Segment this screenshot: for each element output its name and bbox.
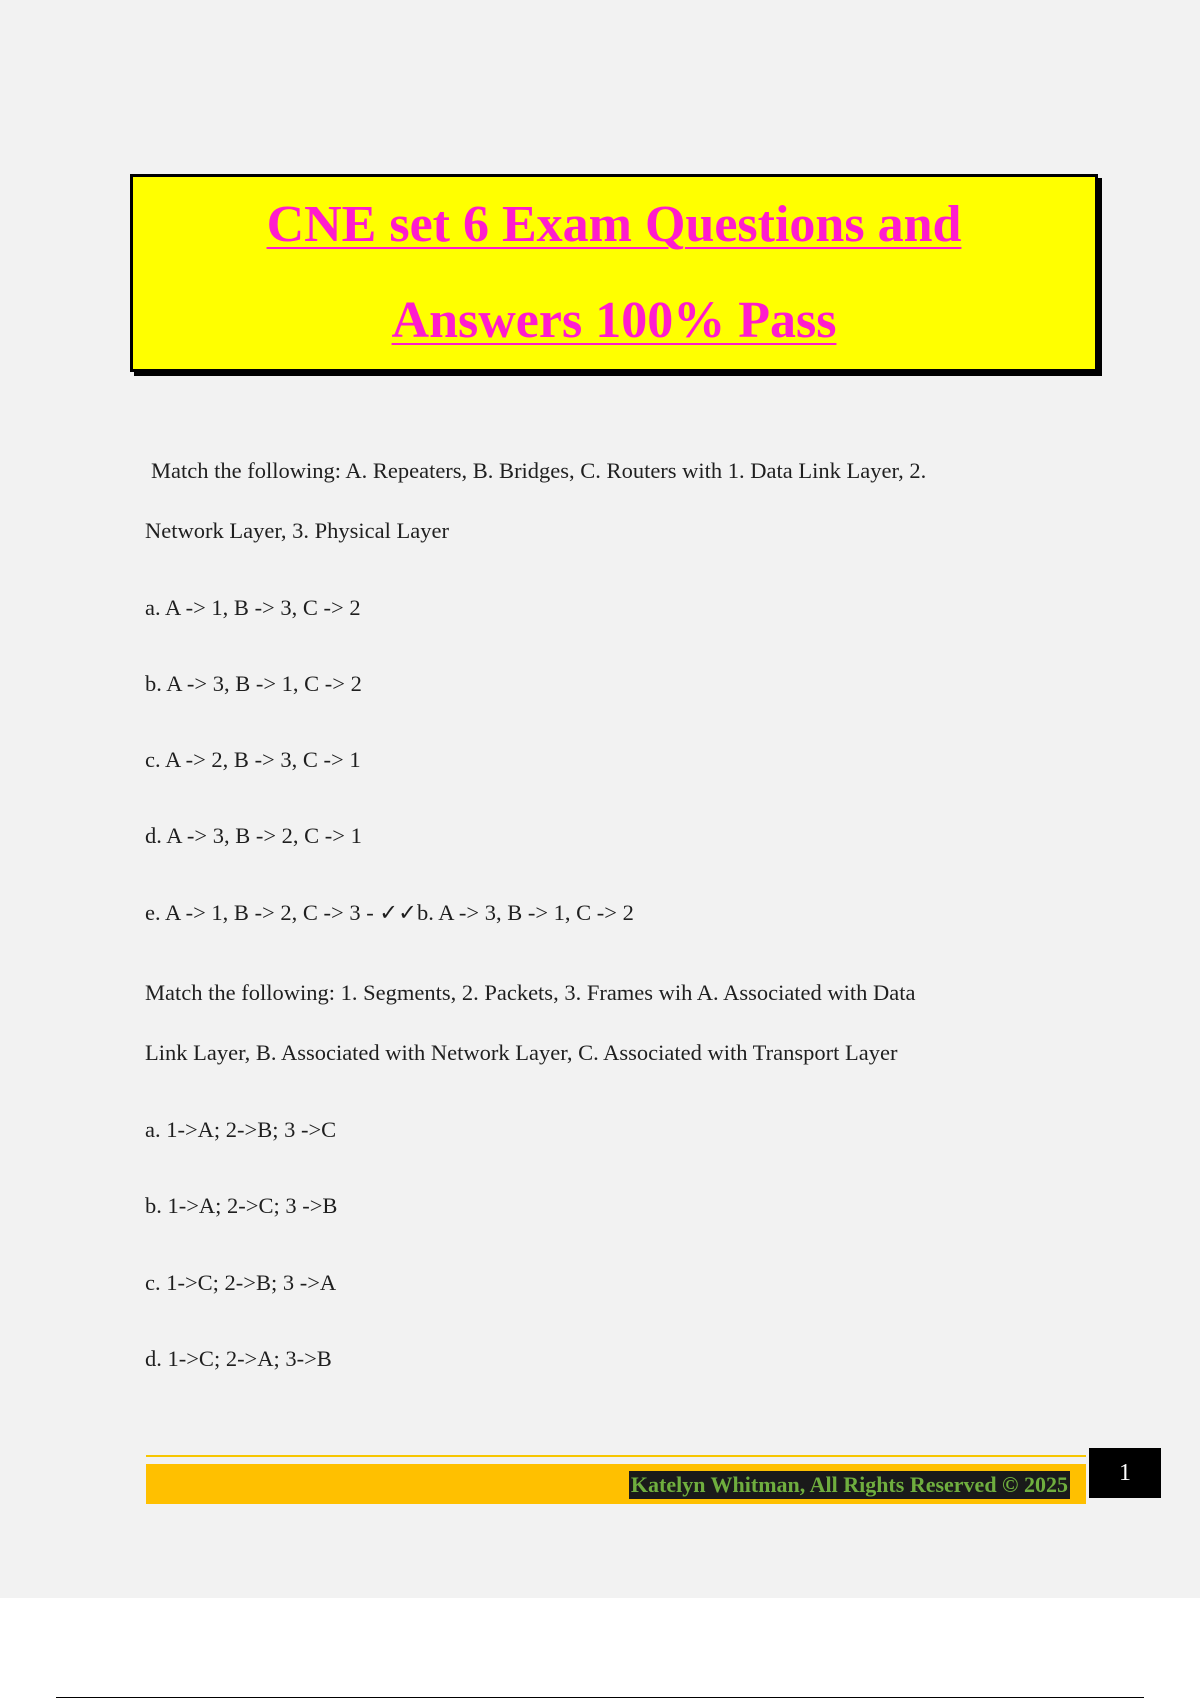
question-1-option-a: a. A -> 1, B -> 3, C -> 2: [145, 595, 361, 620]
question-2-option-b: b. 1->A; 2->C; 3 ->B: [145, 1193, 338, 1218]
footer-copyright: Katelyn Whitman, All Rights Reserved © 2025: [630, 1472, 1068, 1497]
question-2-option-c: c. 1->C; 2->B; 3 ->A: [145, 1270, 337, 1295]
title-line-2: Answers 100% Pass: [391, 292, 837, 349]
question-1-option-b: b. A -> 3, B -> 1, C -> 2: [145, 671, 362, 696]
question-2-option-d: d. 1->C; 2->A; 3->B: [145, 1346, 332, 1371]
footer-bar: [146, 1464, 1086, 1504]
question-1-prompt-line-1: Match the following: A. Repeaters, B. Bridges, C. Routers with 1. Data Link Layer, 2.: [151, 458, 927, 483]
title-line-1: CNE set 6 Exam Questions and: [266, 196, 962, 253]
bottom-divider: [56, 1697, 1144, 1698]
title-banner: [130, 174, 1098, 372]
question-2-prompt-line-1: Match the following: 1. Segments, 2. Packets, 3. Frames wih A. Associated with Data: [145, 980, 916, 1005]
question-2-option-a: a. 1->A; 2->B; 3 ->C: [145, 1117, 337, 1142]
question-1-option-d: d. A -> 3, B -> 2, C -> 1: [145, 823, 362, 848]
question-1-option-e-answer: e. A -> 1, B -> 2, C -> 3 - ✓✓b. A -> 3, B -> 1, C -> 2: [145, 900, 634, 925]
page-number: 1: [1089, 1448, 1161, 1498]
question-1-prompt-line-2: Network Layer, 3. Physical Layer: [145, 518, 449, 543]
question-2-prompt-line-2: Link Layer, B. Associated with Network Layer, C. Associated with Transport Layer: [145, 1040, 898, 1065]
footer-rule: [146, 1455, 1086, 1457]
question-1-option-c: c. A -> 2, B -> 3, C -> 1: [145, 747, 361, 772]
